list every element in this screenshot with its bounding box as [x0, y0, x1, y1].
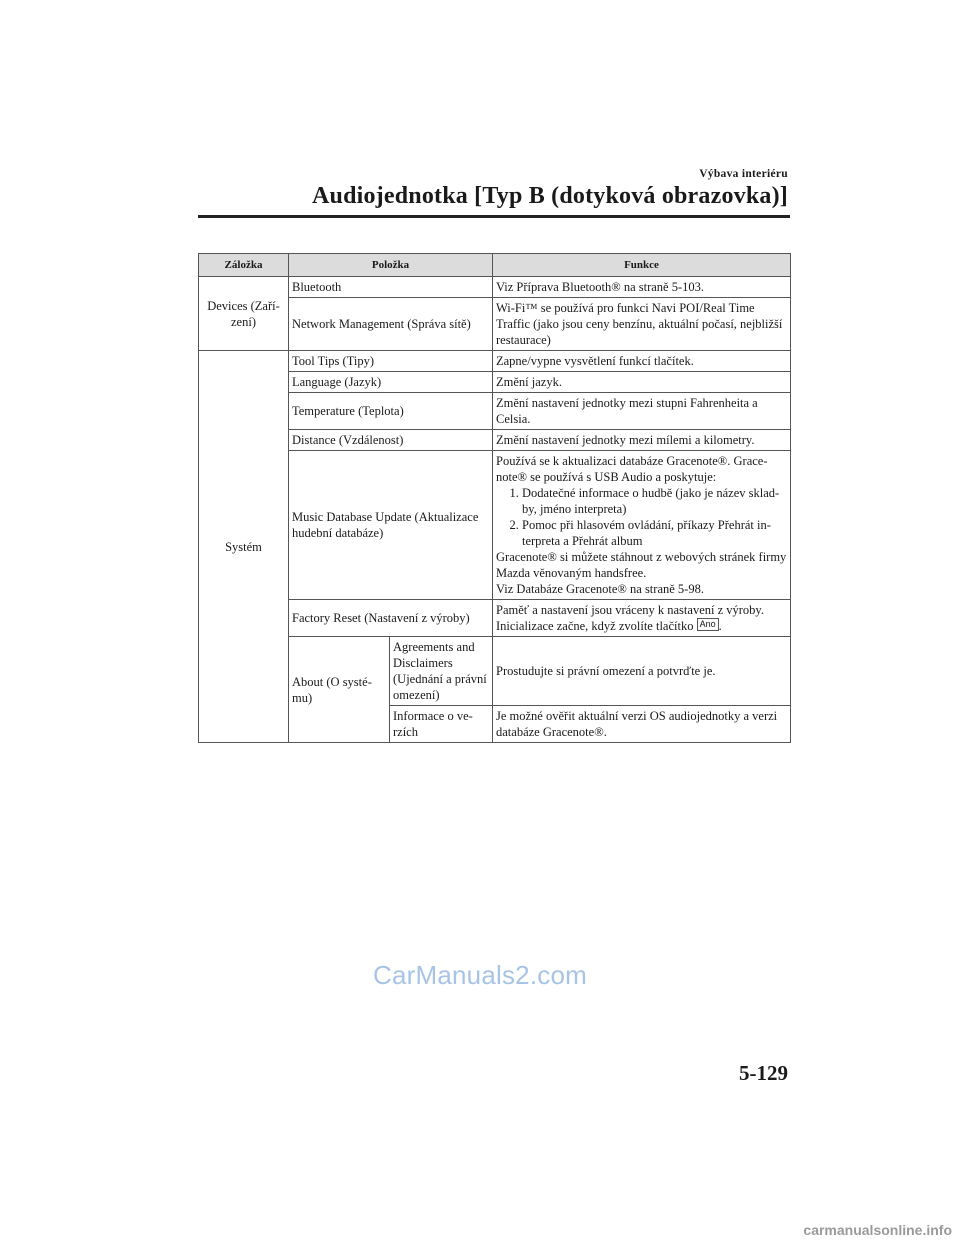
item-cell: Bluetooth	[289, 277, 493, 298]
table-header-row	[199, 254, 791, 277]
reset-line-2-end: .	[718, 619, 722, 634]
header-tab: Záložka	[199, 254, 289, 277]
function-cell: Zapne/vypne vysvětlení funkcí tlačítek.	[493, 351, 791, 372]
music-reference: Viz Databáze Gracenote® na straně 5-98.	[496, 582, 704, 597]
item-cell: Language (Jazyk)	[289, 372, 493, 393]
page-title: Audiojednotka [Typ B (dotyková obrazovka)]	[311, 183, 788, 209]
function-cell: Prostudujte si právní omezení a potvrďte je.	[493, 637, 791, 706]
music-intro: Používá se k aktualizaci databáze Gracenote®. Gracenote® se používá s USB Audio a poskytuje:	[496, 454, 768, 485]
function-cell: Změní nastavení jednotky mezi stupni Fahrenheita a Celsia.	[493, 393, 791, 430]
list-item: 2. Pomoc při hlasovém ovládání, příkazy Přehrát interpreta a Přehrát album	[522, 517, 787, 549]
function-cell: Je možné ověřit aktuální verzi OS audiojednotky a verzi databáze Gracenote®.	[493, 706, 791, 743]
reset-line-2	[496, 618, 787, 634]
table-row	[199, 277, 791, 298]
header-function: Funkce	[493, 254, 791, 277]
item-cell-about: About (O systému)	[289, 637, 390, 743]
reset-line-2-text: Inicializace začne, když zvolíte tlačítko	[496, 619, 694, 634]
page-number: 5-129	[739, 1061, 788, 1085]
section-label: Výbava interiéru	[699, 168, 788, 180]
function-cell: Změní nastavení jednotky mezi mílemi a kilometry.	[493, 430, 791, 451]
settings-table	[198, 253, 791, 743]
music-download-note: Gracenote® si můžete stáhnout z webových stránek firmy Mazda věnovaným handsfree.	[496, 550, 787, 581]
tab-cell-devices: Devices (Zařízení)	[199, 277, 289, 351]
function-cell: Změní jazyk.	[493, 372, 791, 393]
table-row	[199, 351, 791, 372]
function-cell	[493, 600, 791, 637]
header-item: Položka	[289, 254, 493, 277]
title-divider	[198, 215, 790, 218]
item-cell: Network Management (Správa sítě)	[289, 298, 493, 351]
function-cell: Viz Příprava Bluetooth® na straně 5-103.	[493, 277, 791, 298]
item-cell: Distance (Vzdálenost)	[289, 430, 493, 451]
reset-line-1: Paměť a nastavení jsou vráceny k nastavení z výroby.	[496, 603, 764, 618]
item-cell: Temperature (Teplota)	[289, 393, 493, 430]
item-cell: Music Database Update (Aktualizace hudební databáze)	[289, 451, 493, 600]
function-cell: Wi-Fi™ se používá pro funkci Navi POI/Real Time Traffic (jako jsou ceny benzínu, aktuální počasí, nejbližší restaurace)	[493, 298, 791, 351]
ano-button-icon: Ano	[697, 618, 719, 631]
subitem-cell: Informace o verzích	[390, 706, 493, 743]
music-feature-list	[496, 485, 787, 549]
carmanuals-watermark: CarManuals2.com	[373, 960, 587, 990]
subitem-cell: Agreements and Disclaimers (Ujednání a právní omezení)	[390, 637, 493, 706]
tab-cell-system: Systém	[199, 351, 289, 743]
item-cell: Factory Reset (Nastavení z výroby)	[289, 600, 493, 637]
site-watermark: carmanualsonline.info	[803, 1222, 952, 1238]
item-cell: Tool Tips (Tipy)	[289, 351, 493, 372]
function-cell	[493, 451, 791, 600]
list-item: 1. Dodatečné informace o hudbě (jako je název skladby, jméno interpreta)	[522, 485, 787, 517]
